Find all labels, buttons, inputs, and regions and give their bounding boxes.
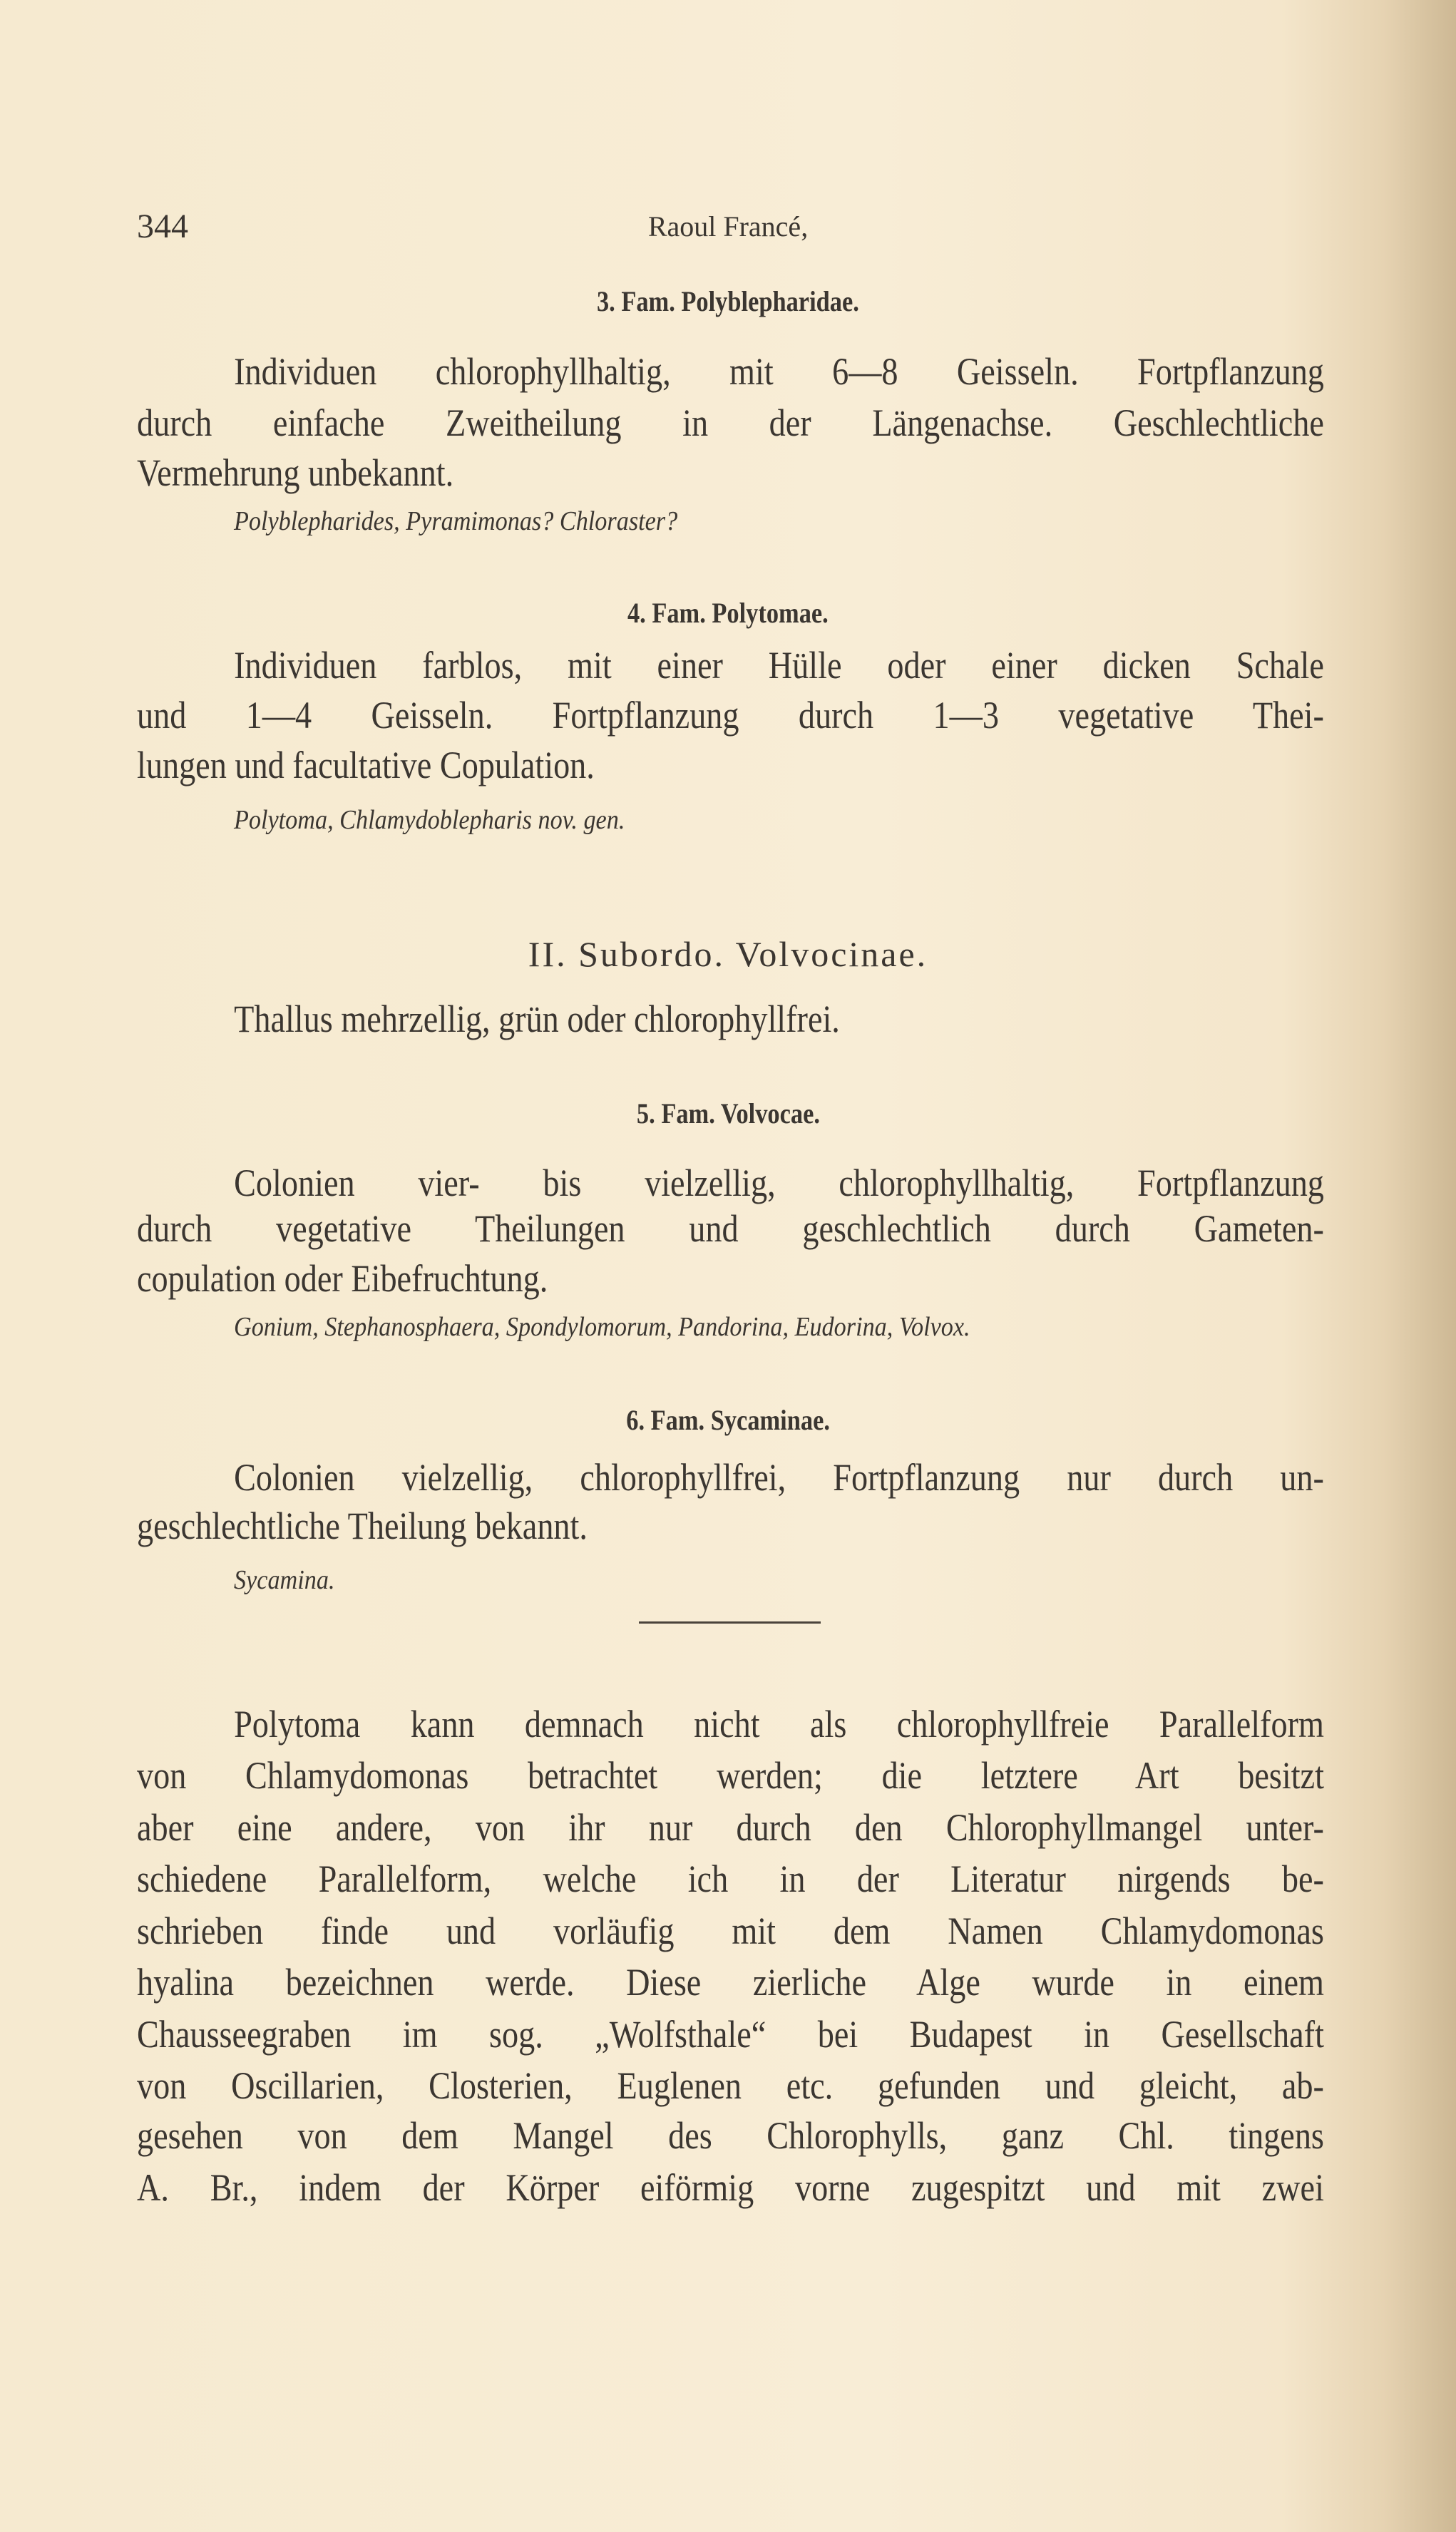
body-line: hyalina bezeichnen werde. Diese zierliche Alge wurde in einem: [137, 1961, 1324, 2004]
family-heading: 4. Fam. Polytomae.: [627, 597, 829, 629]
body-line: von Oscillarien, Closterien, Euglenen etc. gefunden und gleicht, ab-: [137, 2064, 1324, 2107]
genera-list: Polytoma, Chlamydoblepharis nov. gen.: [234, 805, 625, 835]
body-line: A. Br., indem der Körper eiförmig vorne zugespitzt und mit zwei: [137, 2166, 1324, 2209]
text-line: Thallus mehrzellig, grün oder chlorophyllfrei.: [234, 998, 840, 1040]
body-line: aber eine andere, von ihr nur durch den Chlorophyllmangel unter-: [137, 1806, 1324, 1849]
text-line: durch vegetative Theilungen und geschlechtlich durch Gameten-: [137, 1207, 1324, 1250]
text-line: und 1—4 Geisseln. Fortpflanzung durch 1—3 vegetative Thei-: [137, 694, 1324, 737]
text-line: Colonien vielzellig, chlorophyllfrei, Fortpflanzung nur durch un-: [234, 1456, 1324, 1499]
body-line: von Chlamydomonas betrachtet werden; die letztere Art besitzt: [137, 1754, 1324, 1797]
running-head: Raoul Francé,: [647, 210, 809, 242]
section-divider: [639, 1621, 821, 1624]
text-line: copulation oder Eibefruchtung.: [137, 1257, 548, 1300]
body-line: gesehen von dem Mangel des Chlorophylls, ganz Chl. tingens: [137, 2114, 1324, 2157]
genera-list: Gonium, Stephanosphaera, Spondylomorum, Pandorina, Eudorina, Volvox.: [234, 1312, 970, 1342]
family-heading: 6. Fam. Sycaminae.: [626, 1404, 830, 1436]
genera-list: Polyblepharides, Pyramimonas? Chloraster?: [234, 506, 678, 536]
text-line: durch einfache Zweitheilung in der Längenachse. Geschlechtliche: [137, 401, 1324, 444]
family-heading: 3. Fam. Polyblepharidae.: [597, 285, 859, 317]
subordo-heading: II. Subordo. Volvocinae.: [528, 934, 928, 974]
body-line: Polytoma kann demnach nicht als chlorophyllfreie Parallelform: [234, 1703, 1324, 1746]
text-line: Individuen chlorophyllhaltig, mit 6—8 Geisseln. Fortpflanzung: [234, 350, 1324, 393]
family-heading: 5. Fam. Volvocae.: [636, 1097, 820, 1129]
body-line: schiedene Parallelform, welche ich in der Literatur nirgends be-: [137, 1857, 1324, 1900]
body-line: schrieben finde und vorläufig mit dem Namen Chlamydomonas: [137, 1910, 1324, 1952]
text-line: Individuen farblos, mit einer Hülle oder einer dicken Schale: [234, 644, 1324, 687]
text-line: lungen und facultative Copulation.: [137, 744, 595, 786]
page-number: 344: [137, 207, 188, 245]
body-line: Chausseegraben im sog. „Wolfsthale“ bei Budapest in Gesellschaft: [137, 2013, 1324, 2056]
text-line: geschlechtliche Theilung bekannt.: [137, 1505, 588, 1547]
text-line: Colonien vier- bis vielzellig, chlorophyllhaltig, Fortpflanzung: [234, 1162, 1324, 1204]
text-line: Vermehrung unbekannt.: [137, 451, 454, 494]
genera-list: Sycamina.: [234, 1565, 335, 1595]
